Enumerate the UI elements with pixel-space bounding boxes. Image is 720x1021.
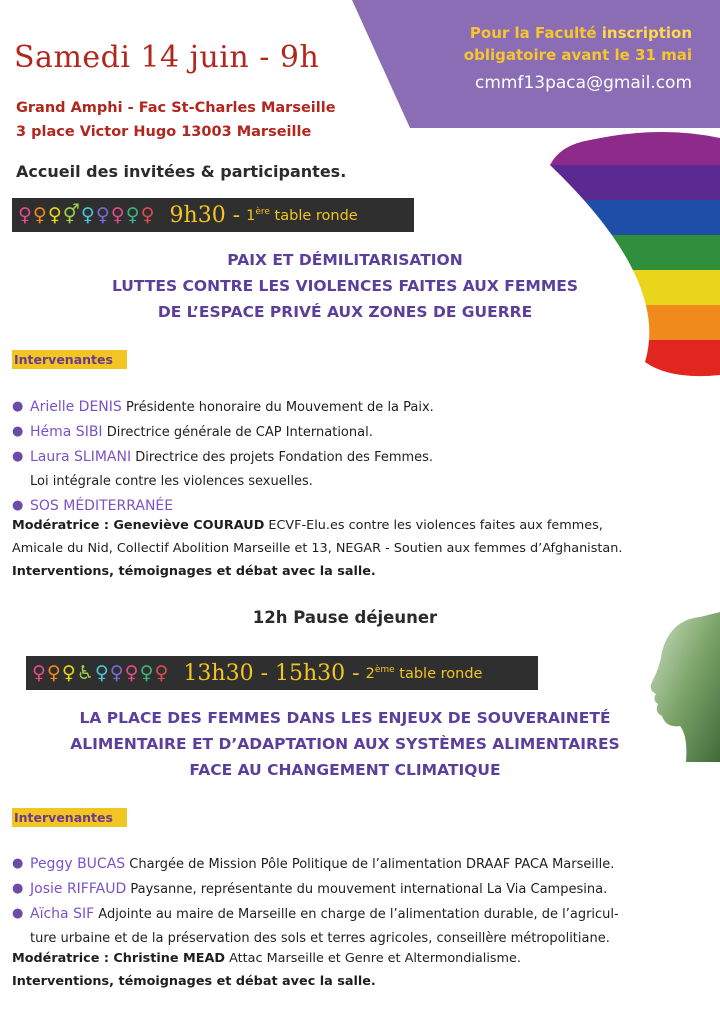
list-item: ● Josie RIFFAUD Paysanne, représentante du mouvement international La Via Campesina. — [0, 877, 700, 902]
list-item: ● Arielle DENIS Présidente honoraire du Mouvement de la Paix. — [0, 395, 700, 420]
round2-label: 2ème table ronde — [365, 664, 483, 682]
gender-symbol-icon: ♀ — [47, 204, 63, 226]
round1-speakers-label: Intervenantes — [12, 350, 127, 369]
bullet-icon: ● — [12, 906, 24, 921]
gender-symbol-icon: ♀ — [95, 204, 111, 226]
list-item: ● Aïcha SIF Adjointe au maire de Marseille en charge de l’alimentation durable, de l’agricul- ture urbaine et de la préservation des sols et terres agricoles, conseillère métropolitiane. — [0, 902, 700, 951]
gender-symbol-icon: ♀ — [140, 204, 156, 226]
round1-speaker-list — [0, 395, 700, 519]
gender-symbol-icon: ♀ — [139, 662, 155, 684]
gender-symbol-icon: ♀ — [18, 204, 33, 226]
event-date: Samedi 14 juin - 9h — [14, 40, 320, 75]
gender-symbol-icon: ♀ — [109, 662, 125, 684]
gender-symbol-icon: ♀ — [94, 662, 110, 684]
female-symbols-icon — [32, 662, 169, 684]
gender-symbol-icon: ♿ — [76, 662, 95, 684]
registration-notice — [392, 22, 692, 94]
gender-symbol-icon: ♀ — [32, 204, 48, 226]
round2-speakers-label: Intervenantes — [12, 808, 127, 827]
list-item: ● Peggy BUCAS Chargée de Mission Pôle Politique de l’alimentation DRAAF PACA Marseille. — [0, 852, 700, 877]
notice-line2: obligatoire avant le 31 mai — [463, 46, 692, 64]
round1-label: 1ère table ronde — [246, 206, 358, 224]
gender-symbol-icon: ♀ — [154, 662, 170, 684]
welcome-text: Accueil des invitées & participantes. — [16, 162, 347, 181]
venue-address: Grand Amphi - Fac St-Charles Marseille 3 place Victor Hugo 13003 Marseille — [16, 100, 336, 140]
gender-symbol-icon: ⚥ — [62, 204, 81, 226]
bullet-icon: ● — [12, 881, 24, 896]
gender-symbol-icon: ♀ — [46, 662, 62, 684]
gender-symbol-icon: ♀ — [61, 662, 77, 684]
gender-symbol-icon: ♀ — [125, 204, 141, 226]
gender-symbol-icon: ♀ — [32, 662, 47, 684]
round1-title: PAIX ET DÉMILITARISATION LUTTES CONTRE LES VIOLENCES FAITES AUX FEMMES DE L’ESPACE PRIVÉ AUX ZONES DE GUERRE — [111, 251, 579, 321]
female-symbols-icon — [18, 204, 156, 226]
gender-symbol-icon: ♀ — [110, 204, 126, 226]
contact-email[interactable]: cmmf13paca@gmail.com — [475, 73, 692, 93]
round1-moderator: Modératrice : Geneviève COURAUD ECVF-Elu.es contre les violences faites aux femmes, Amicale du Nid, Collectif Abolition Marseille et 13, NEGAR - Soutien aux femmes d’Afghanistan. Interventions, témoignages et débat avec la salle. — [12, 518, 623, 579]
list-item: ● SOS MÉDITERRANÉE — [0, 494, 700, 519]
gender-symbol-icon: ♀ — [124, 662, 140, 684]
round2-moderator: Modératrice : Christine MEAD Attac Marseille et Genre et Altermondialisme. Interventions, témoignages et débat avec la salle. — [12, 951, 521, 989]
bullet-icon: ● — [12, 399, 24, 414]
lunch-break: 12h Pause déjeuner — [252, 608, 438, 627]
round2-title: LA PLACE DES FEMMES DANS LES ENJEUX DE SOUVERAINETÉ ALIMENTAIRE ET D’ADAPTATION AUX SYSTÈMES ALIMENTAIRES FACE AU CHANGEMENT CLIMATIQUE — [70, 709, 620, 779]
list-item: ● Laura SLIMANI Directrice des projets Fondation des Femmes. Loi intégrale contre les violences sexuelles. — [0, 445, 700, 494]
notice-line1: Pour la Faculté inscription — [469, 24, 692, 42]
gender-symbol-icon: ♀ — [80, 204, 96, 226]
round2-time-bar: ♀♀♀♿♀♀♀♀♀ 13h30 - 15h30 - 2ème table ronde — [26, 656, 538, 690]
bullet-icon: ● — [12, 449, 24, 464]
bullet-icon: ● — [12, 498, 24, 513]
bullet-icon: ● — [12, 856, 24, 871]
bullet-icon: ● — [12, 424, 24, 439]
round2-speaker-list — [0, 852, 700, 951]
round1-time-bar: ♀♀♀⚥♀♀♀♀♀ 9h30 - 1ère table ronde — [12, 198, 414, 232]
list-item: ● Héma SIBI Directrice générale de CAP International. — [0, 420, 700, 445]
